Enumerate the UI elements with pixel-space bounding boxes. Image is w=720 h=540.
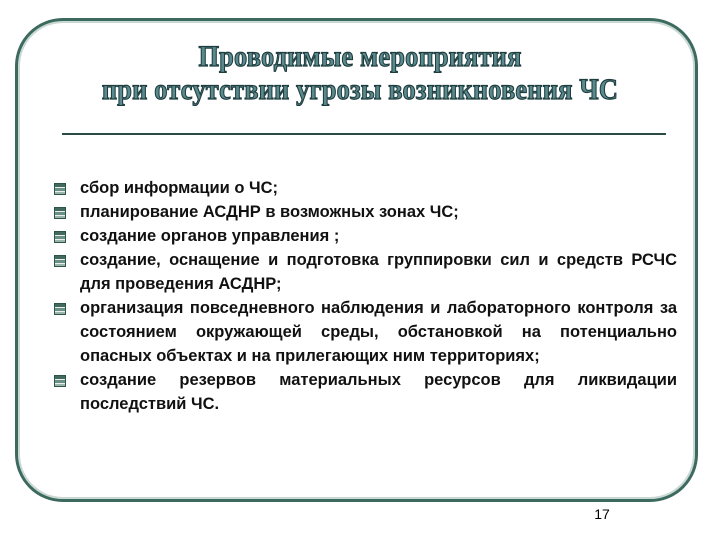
title-divider: [62, 133, 666, 135]
list-item: [52, 224, 677, 248]
list-item: [52, 248, 677, 296]
bullet-icon: [54, 255, 66, 267]
title-line-1: Проводимые мероприятия: [198, 40, 522, 73]
bullet-icon: [54, 231, 66, 243]
bullet-list: [52, 176, 677, 416]
title-line-2: при отсутствии угрозы возникновения ЧС: [101, 73, 619, 106]
bullet-icon: [54, 183, 66, 195]
list-item-text: создание, оснащение и подготовка группировки сил и средств РСЧС для проведения АСДНР;: [80, 251, 677, 293]
list-item: [52, 368, 677, 416]
list-item-text: создание резервов материальных ресурсов для ликвидации последствий ЧС.: [80, 371, 677, 413]
list-item: [52, 200, 677, 224]
list-item-text: создание органов управления ;: [80, 227, 340, 245]
bullet-icon: [54, 375, 66, 387]
slide-title: [0, 40, 720, 106]
page-number: 17: [594, 506, 610, 522]
list-item-text: сбор информации о ЧС;: [80, 179, 279, 197]
list-item: [52, 296, 677, 368]
list-item-text: организация повседневного наблюдения и лабораторного контроля за состоянием окружающей среды, обстановкой на потенциально опасных объектах и на прилегающих ним территориях;: [80, 299, 677, 365]
bullet-icon: [54, 303, 66, 315]
bullet-icon: [54, 207, 66, 219]
list-item-text: планирование АСДНР в возможных зонах ЧС;: [80, 203, 459, 221]
list-item: [52, 176, 677, 200]
